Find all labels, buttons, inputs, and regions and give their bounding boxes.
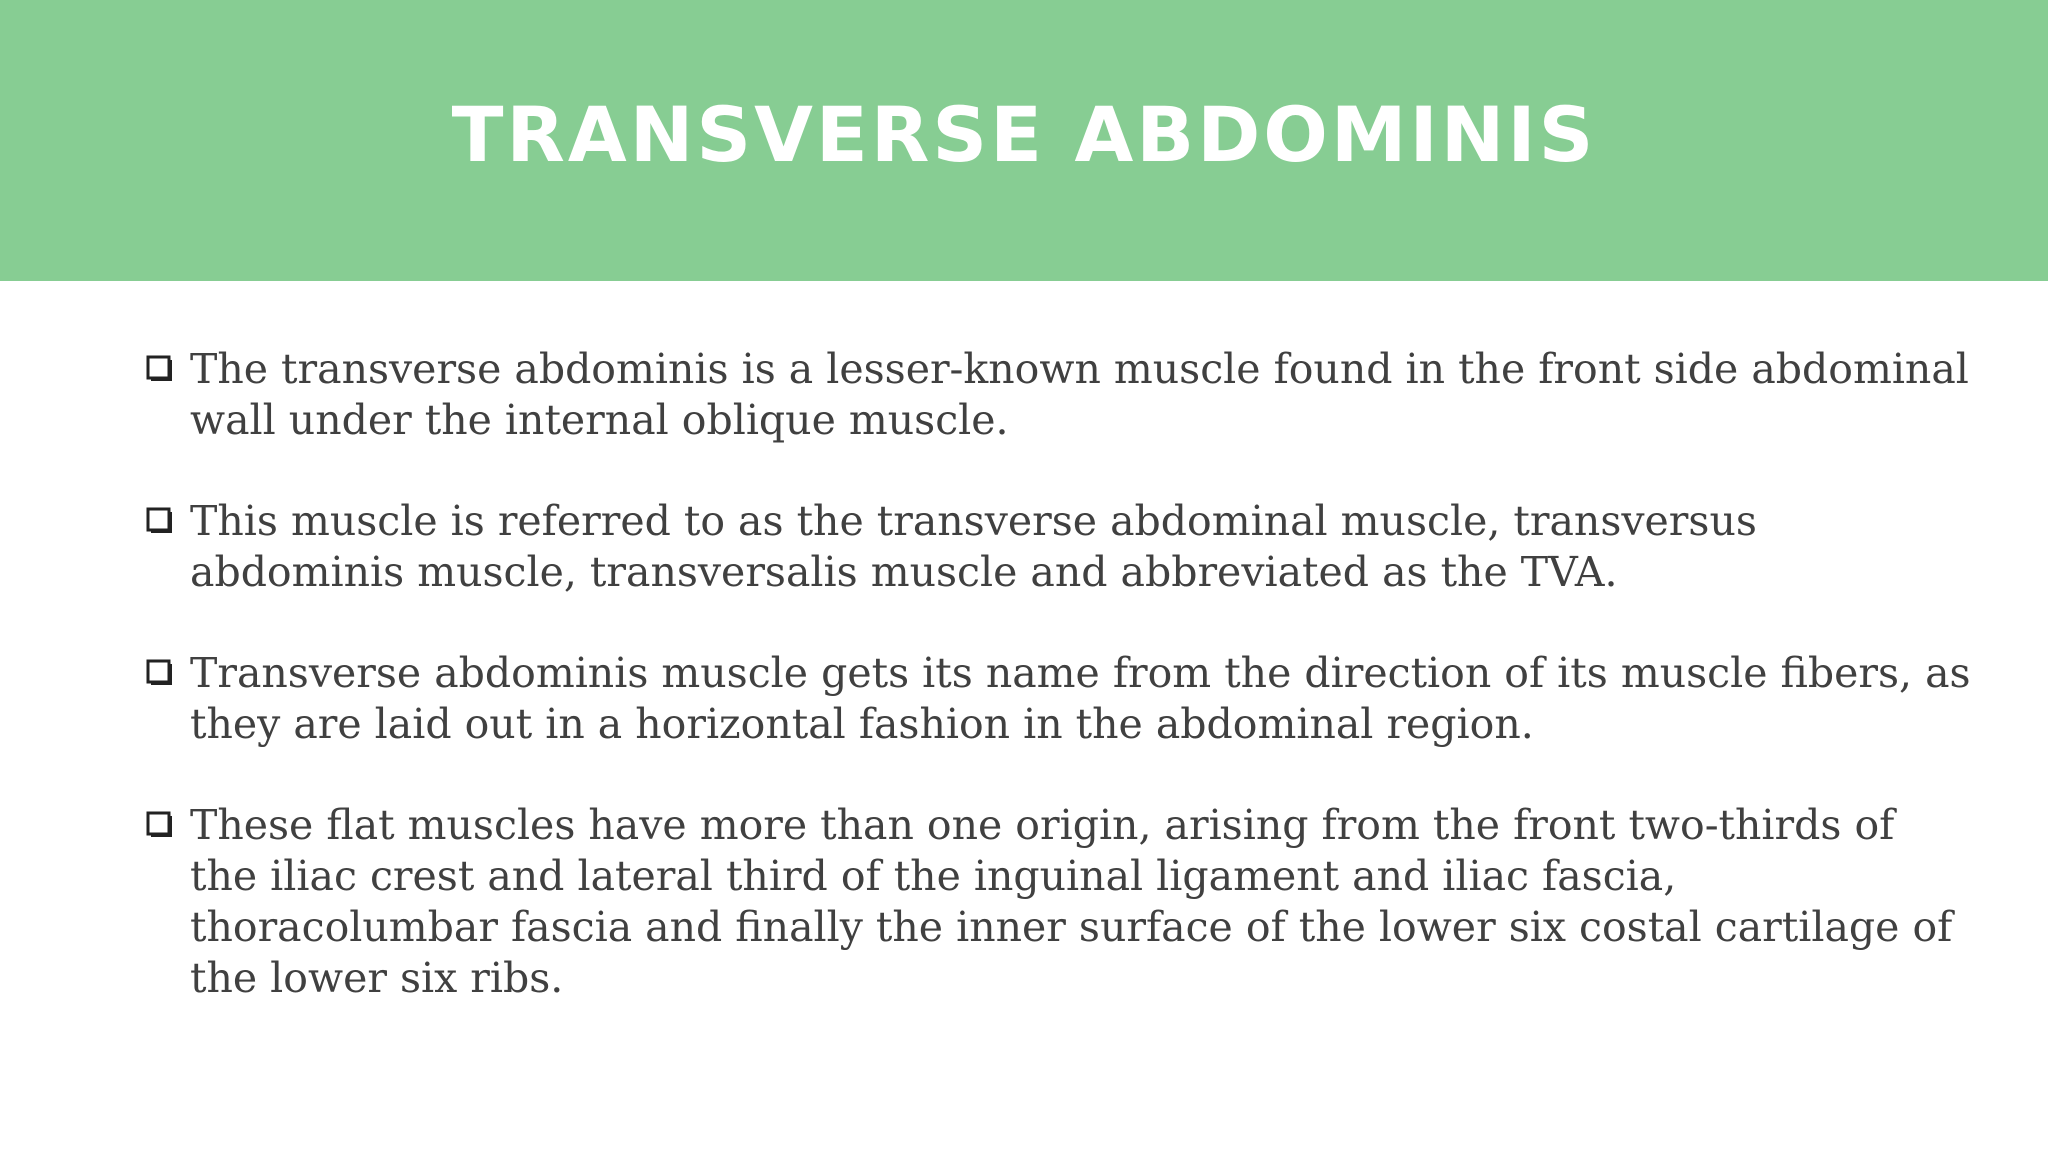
bullet-text: The transverse abdominis is a lesser-known muscle found in the front side abdominal wall under the internal oblique muscle.	[190, 345, 1969, 444]
bullet-text: Transverse abdominis muscle gets its name from the direction of its muscle fibers, as they are laid out in a horizontal fashion in the abdominal region.	[190, 649, 1971, 748]
slide-title: TRANSVERSE ABDOMINIS	[451, 90, 1597, 179]
bullet-list	[144, 344, 1974, 1054]
bullet-item	[144, 496, 1974, 598]
bullet-item	[144, 800, 1974, 1004]
bullet-text: These flat muscles have more than one origin, arising from the front two-thirds of the iliac crest and lateral third of the inguinal ligament and iliac fascia, thoracolumbar fascia and finally the inner surface of the lower six costal cartilage of the lower six ribs.	[190, 801, 1953, 1002]
bullet-item	[144, 344, 1974, 446]
bullet-text: This muscle is referred to as the transverse abdominal muscle, transversus abdominis muscle, transversalis muscle and abbreviated as the TVA.	[190, 497, 1757, 596]
checkbox-square-icon	[146, 355, 174, 383]
bullet-item	[144, 648, 1974, 750]
checkbox-square-icon	[146, 659, 174, 687]
checkbox-square-icon	[146, 811, 174, 839]
checkbox-square-icon	[146, 507, 174, 535]
title-band	[0, 0, 2048, 281]
